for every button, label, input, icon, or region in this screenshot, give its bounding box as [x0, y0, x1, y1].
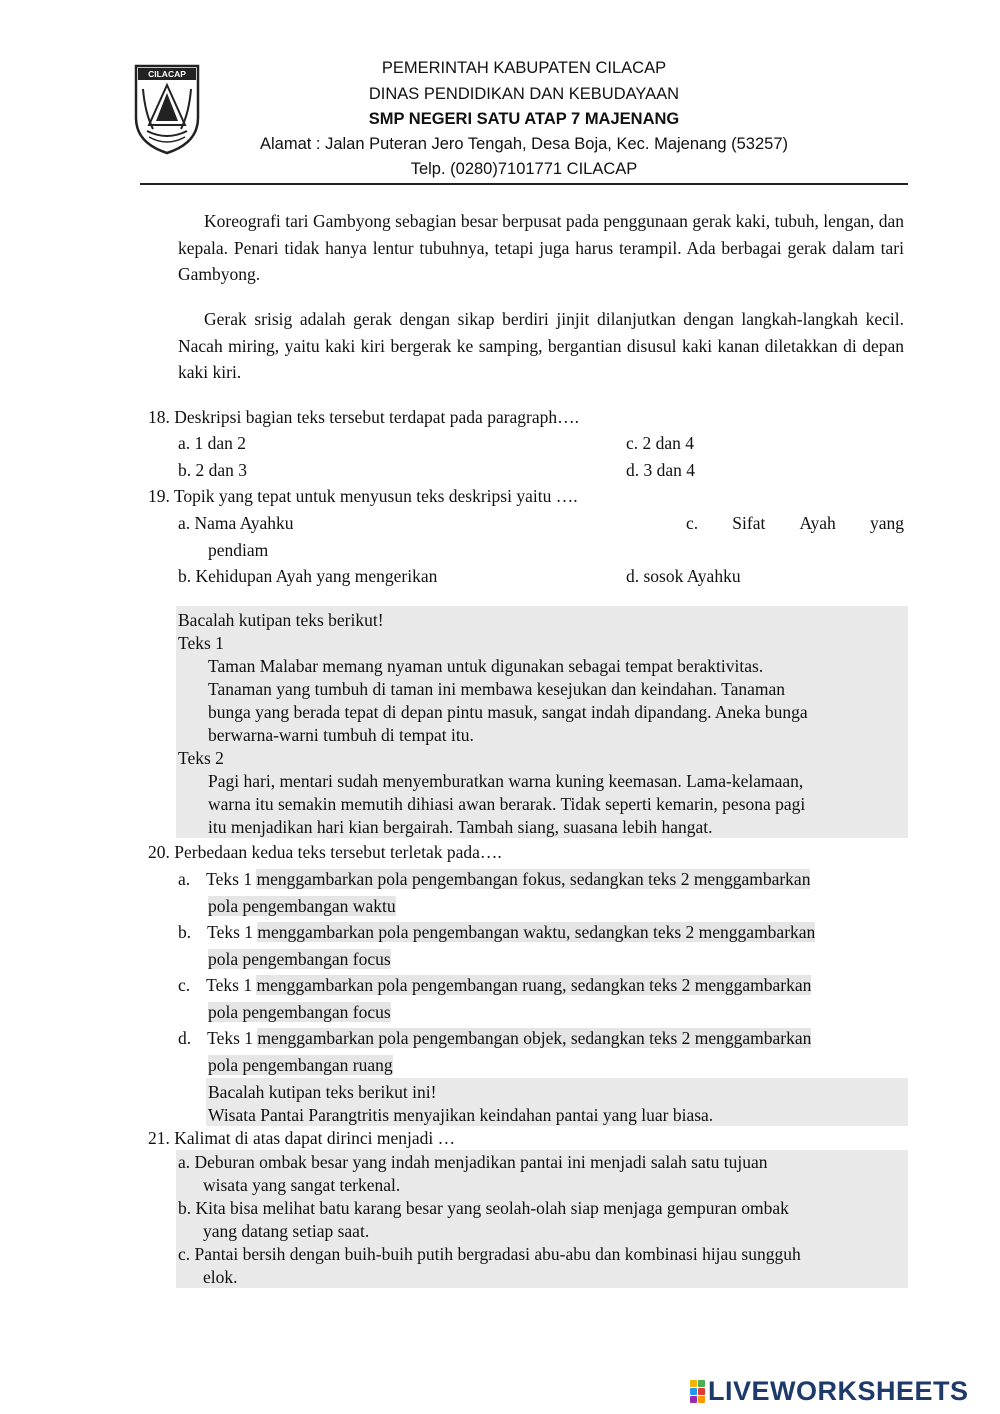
- logo-cell: [698, 1396, 705, 1403]
- reading-2-text: Wisata Pantai Parangtritis menyajikan keindahan pantai yang luar biasa.: [208, 1105, 714, 1125]
- q19-option-c[interactable]: [686, 512, 904, 534]
- q19-option-c-word1: Sifat: [732, 513, 766, 533]
- liveworksheets-logo-icon: [690, 1380, 705, 1403]
- logo-text: CILACAP: [148, 69, 186, 79]
- q20-option-c-lead: Teks 1: [206, 975, 253, 995]
- teks-1-label: Teks 1: [178, 633, 224, 653]
- teks-1-line: Taman Malabar memang nyaman untuk digunakan sebagai tempat beraktivitas.: [208, 656, 764, 676]
- q20-option-b-cont-text: pola pengembangan focus: [208, 949, 391, 969]
- q18-option-b[interactable]: b. 2 dan 3: [178, 460, 248, 480]
- q20-option-d-letter: d.: [178, 1028, 192, 1048]
- q20-option-d-cont-text: pola pengembangan ruang: [208, 1055, 393, 1075]
- logo-cell: [690, 1396, 697, 1403]
- header-phone: Telp. (0280)7101771 CILACAP: [410, 160, 638, 178]
- teks-2-line: Pagi hari, mentari sudah menyemburatkan warna kuning keemasan. Lama-kelamaan,: [208, 771, 804, 791]
- q18-option-a[interactable]: a. 1 dan 2: [178, 433, 247, 453]
- header-department: DINAS PENDIDIKAN DAN KEBUDAYAAN: [368, 85, 680, 103]
- q21-option-b[interactable]: b. Kita bisa melihat batu karang besar yang seolah-olah siap menjaga gempuran ombak: [178, 1198, 789, 1218]
- header-school: SMP NEGERI SATU ATAP 7 MAJENANG: [368, 110, 680, 128]
- q20-option-d-lead: Teks 1: [207, 1028, 254, 1048]
- q21-option-b-continued: yang datang setiap saat.: [203, 1221, 370, 1241]
- q20-option-c-cont-text: pola pengembangan focus: [208, 1002, 391, 1022]
- q20-option-b-continued: [208, 948, 391, 970]
- q21-option-a-continued: wisata yang sangat terkenal.: [203, 1175, 401, 1195]
- q21-option-c-continued: elok.: [203, 1267, 238, 1287]
- q19-option-c-word3: yang: [869, 513, 904, 533]
- q20-option-c-continued: [208, 1001, 391, 1023]
- teks-2-line: warna itu semakin memutih dihiasi awan berarak. Tidak seperti kemarin, pesona pagi: [208, 794, 806, 814]
- q20-option-b-text: menggambarkan pola pengembangan waktu, sedangkan teks 2 menggambarkan: [257, 922, 816, 942]
- logo-cell: [690, 1380, 697, 1387]
- question-20: 20. Perbedaan kedua teks tersebut terletak pada….: [148, 842, 502, 862]
- header-divider: [140, 183, 908, 185]
- reading-2-instruction: Bacalah kutipan teks berikut ini!: [208, 1082, 437, 1102]
- header-government: PEMERINTAH KABUPATEN CILACAP: [381, 59, 667, 77]
- teks-1-line: berwarna-warni tumbuh di tempat itu.: [208, 725, 474, 745]
- q20-option-a-lead: Teks 1: [206, 869, 253, 889]
- q21-option-a[interactable]: a. Deburan ombak besar yang indah menjadikan pantai ini menjadi salah satu tujuan: [178, 1152, 768, 1172]
- teks-1-line: bunga yang berada tepat di depan pintu masuk, sangat indah dipandang. Aneka bunga: [208, 702, 808, 722]
- q20-option-b[interactable]: [178, 921, 815, 943]
- q19-option-c-continued: pendiam: [208, 540, 269, 560]
- q20-option-a-text: menggambarkan pola pengembangan fokus, sedangkan teks 2 menggambarkan: [256, 869, 811, 889]
- q19-option-b[interactable]: b. Kehidupan Ayah yang mengerikan: [178, 566, 438, 586]
- q18-option-d[interactable]: d. 3 dan 4: [626, 460, 696, 480]
- q19-option-a[interactable]: a. Nama Ayahku: [178, 513, 294, 533]
- q20-option-d-text: menggambarkan pola pengembangan objek, sedangkan teks 2 menggambarkan: [257, 1028, 812, 1048]
- q20-option-b-letter: b.: [178, 922, 192, 942]
- q19-option-c-word2: Ayah: [799, 513, 836, 533]
- paragraph-2: Gerak srisig adalah gerak dengan sikap berdiri jinjit dilanjutkan dengan langkah-langkah kecil. Nacah miring, yaitu kaki kiri bergerak ke samping, bergantian disusul kaki kanan diletakkan di depan kaki kiri.: [178, 309, 904, 382]
- logo-cell: [690, 1388, 697, 1395]
- question-21: 21. Kalimat di atas dapat dirinci menjadi …: [148, 1128, 456, 1148]
- q20-option-d[interactable]: [178, 1027, 811, 1049]
- teks-2-label: Teks 2: [178, 748, 224, 768]
- q20-option-c-letter: c.: [178, 975, 191, 995]
- q20-option-a-letter: a.: [178, 869, 191, 889]
- q19-option-d[interactable]: d. sosok Ayahku: [626, 566, 741, 586]
- q20-option-a-cont-text: pola pengembangan waktu: [208, 896, 396, 916]
- teks-1-line: Tanaman yang tumbuh di taman ini membawa kesejukan dan keindahan. Tanaman: [208, 679, 785, 699]
- header-address: Alamat : Jalan Puteran Jero Tengah, Desa Boja, Kec. Majenang (53257): [259, 135, 789, 153]
- q20-option-b-lead: Teks 1: [207, 922, 254, 942]
- q20-option-d-continued: [208, 1054, 393, 1076]
- logo-cell: [698, 1380, 705, 1387]
- brand-name: LIVEWORKSHEETS: [708, 1375, 969, 1406]
- logo-cell: [698, 1388, 705, 1395]
- liveworksheets-brand[interactable]: [690, 1376, 969, 1406]
- question-19: 19. Topik yang tepat untuk menyusun teks deskripsi yaitu ….: [148, 486, 578, 506]
- q20-option-a-continued: [208, 895, 396, 917]
- q20-option-c[interactable]: [178, 974, 811, 996]
- question-18: 18. Deskripsi bagian teks tersebut terdapat pada paragraph….: [148, 407, 580, 427]
- q20-option-a[interactable]: [178, 868, 810, 890]
- q19-option-c-label: c.: [686, 513, 699, 533]
- teks-2-line: itu menjadikan hari kian bergairah. Tambah siang, suasana lebih hangat.: [208, 817, 713, 837]
- q20-option-c-text: menggambarkan pola pengembangan ruang, sedangkan teks 2 menggambarkan: [256, 975, 812, 995]
- reading-1-instruction: Bacalah kutipan teks berikut!: [178, 610, 384, 630]
- q21-option-c[interactable]: c. Pantai bersih dengan buih-buih putih bergradasi abu-abu dan kombinasi hijau sungguh: [178, 1244, 801, 1264]
- paragraph-1: Koreografi tari Gambyong sebagian besar berpusat pada penggunaan gerak kaki, tubuh, lengan, dan kepala. Penari tidak hanya lentur tubuhnya, tetapi juga harus terampil. Ada berbagai gerak dalam tari Gambyong.: [178, 211, 904, 284]
- q18-option-c[interactable]: c. 2 dan 4: [626, 433, 695, 453]
